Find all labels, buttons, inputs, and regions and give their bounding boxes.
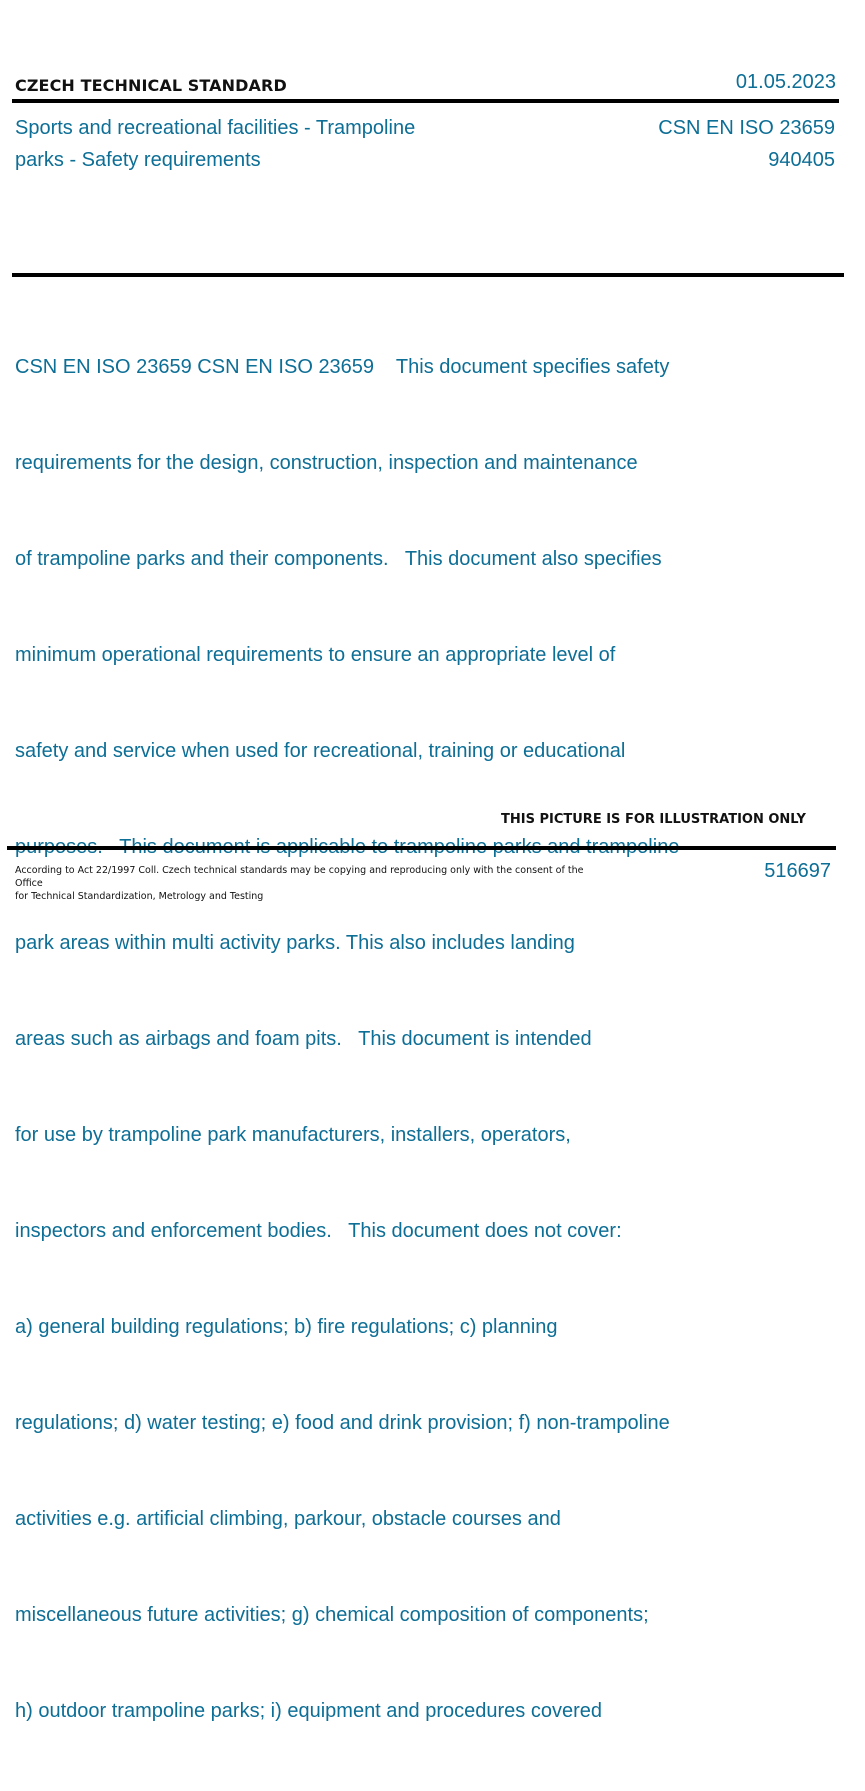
document-title-line-1: Sports and recreational facilities - Trampoline (15, 117, 416, 139)
abstract-line: areas such as airbags and foam pits. This document is intended (15, 1028, 592, 1050)
footer-rule (7, 846, 836, 850)
title-rule (12, 273, 844, 277)
copyright-note-line-1: According to Act 22/1997 Coll. Czech technical standards may be copying and reproducing only with the consent of the Office (15, 865, 584, 889)
standard-code: CSN EN ISO 23659 (658, 117, 835, 139)
abstract-line: inspectors and enforcement bodies. This document does not cover: (15, 1220, 622, 1242)
abstract-line: for use by trampoline park manufacturers, installers, operators, (15, 1124, 571, 1146)
abstract-line: minimum operational requirements to ensure an appropriate level of (15, 644, 616, 666)
header-rule (12, 99, 839, 103)
standard-type-label: CZECH TECHNICAL STANDARD (15, 76, 287, 95)
abstract-line: regulations; d) water testing; e) food and drink provision; f) non-trampoline (15, 1412, 670, 1434)
copyright-note (15, 864, 595, 903)
document-title-line-2: parks - Safety requirements (15, 149, 261, 171)
publication-date: 01.05.2023 (735, 71, 836, 93)
abstract-line: miscellaneous future activities; g) chemical composition of components; (15, 1604, 649, 1626)
abstract-line: CSN EN ISO 23659 CSN EN ISO 23659 This document specifies safety (15, 356, 670, 378)
abstract-text (15, 287, 775, 1791)
abstract-line: of trampoline parks and their components. This document also specifies (15, 548, 662, 570)
copyright-note-line-2: for Technical Standardization, Metrology and Testing (15, 891, 264, 902)
abstract-line: requirements for the design, construction, inspection and maintenance (15, 452, 638, 474)
abstract-line: activities e.g. artificial climbing, parkour, obstacle courses and (15, 1508, 561, 1530)
abstract-line: park areas within multi activity parks. This also includes landing (15, 932, 575, 954)
abstract-line: a) general building regulations; b) fire regulations; c) planning (15, 1316, 558, 1338)
classification-number: 940405 (768, 149, 835, 171)
illustration-notice: THIS PICTURE IS FOR ILLUSTRATION ONLY (501, 812, 806, 827)
abstract-line: safety and service when used for recreational, training or educational (15, 740, 626, 762)
document-number: 516697 (764, 860, 831, 882)
abstract-line: h) outdoor trampoline parks; i) equipment and procedures covered (15, 1700, 602, 1722)
